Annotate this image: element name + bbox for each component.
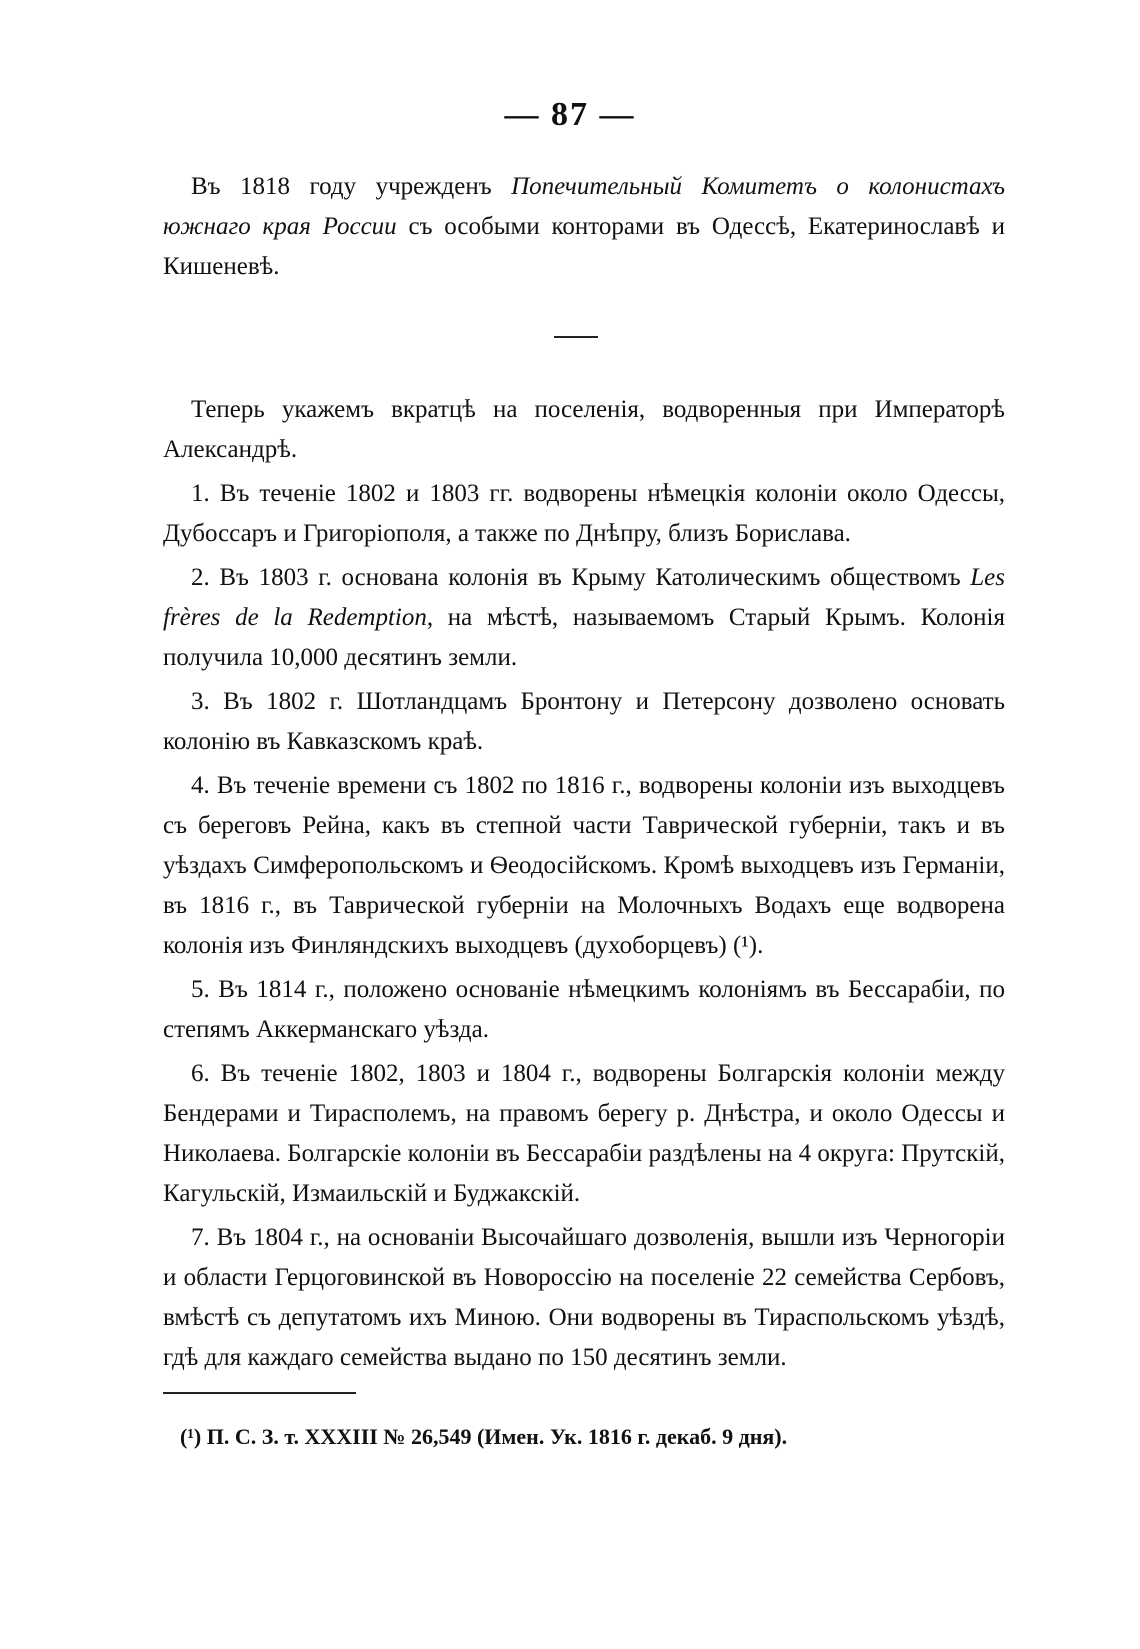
settlements-section — [163, 390, 1005, 1378]
footnote-rule — [163, 1392, 356, 1394]
section-divider — [554, 336, 598, 338]
list-item-2: 2. Въ 1803 г. основана колонія въ Крыму Католическимъ обществомъ Les frères de la Redemption, на мѣстѣ, называемомъ Старый Крымъ. Колонія получила 10,000 десятинъ земли. — [163, 564, 1005, 671]
section-heading: Теперь укажемъ вкратцѣ на поселенія, водворенныя при Императорѣ Александрѣ. — [163, 396, 1005, 463]
italic-order-name: Les frères de la Redemption — [163, 564, 1005, 631]
intro-text-before: Въ 1818 году учрежденъ — [191, 173, 512, 200]
list-item-5: 5. Въ 1814 г., положено основаніе нѣмецкимъ колоніямъ въ Бессарабіи, по степямъ Аккерманскаго уѣзда. — [163, 976, 1005, 1043]
list-item-1: 1. Въ теченіе 1802 и 1803 гг. водворены нѣмецкія колоніи около Одессы, Дубоссаръ и Григоріополя, а также по Днѣпру, близъ Борислава. — [163, 480, 1005, 547]
footnote: (¹) П. С. З. т. XXXIII № 26,549 (Имен. Ук. 1816 г. декаб. 9 дня). — [180, 1424, 788, 1449]
intro-paragraph — [163, 167, 1005, 287]
page-number: — 87 — — [504, 96, 636, 133]
list-item-4: 4. Въ теченіе времени съ 1802 по 1816 г., водворены колоніи изъ выходцевъ съ береговъ Рейна, какъ въ степной части Таврической губерніи, такъ и въ уѣздахъ Симферопольскомъ и Ѳеодосійскомъ. Кромѣ выходцевъ изъ Германіи, въ 1816 г., въ Таврической губерніи на Молочныхъ Водахъ еще водворена колонія изъ Финляндскихъ выходцевъ (духоборцевъ) (¹). — [163, 772, 1005, 959]
intro-italic-committee: Попечительный Комитетъ о колонистахъ южнаго края России — [163, 173, 1005, 240]
list-item-3: 3. Въ 1802 г. Шотландцамъ Бронтону и Петерсону дозволено основать колонію въ Кавказскомъ краѣ. — [163, 688, 1005, 755]
intro-text-after: съ особыми конторами въ Одессѣ, Екатеринославѣ и Кишеневѣ. — [163, 213, 1005, 280]
list-item-6: 6. Въ теченіе 1802, 1803 и 1804 г., водворены Болгарскія колоніи между Бендерами и Тирасполемъ, на правомъ берегу р. Днѣстра, и около Одессы и Николаева. Болгарскіе колоніи въ Бессарабіи раздѣлены на 4 округа: Прутскій, Кагульскій, Измаильскій и Буджакскій. — [163, 1060, 1005, 1207]
list-item-7: 7. Въ 1804 г., на основаніи Высочайшаго дозволенія, вышли изъ Черногоріи и области Герцоговинской въ Новороссію на поселеніе 22 семейства Сербовъ, вмѣстѣ съ депутатомъ ихъ Миною. Они водворены въ Тираспольскомъ уѣздѣ, гдѣ для каждаго семейства выдано по 150 десятинъ земли. — [163, 1224, 1005, 1371]
